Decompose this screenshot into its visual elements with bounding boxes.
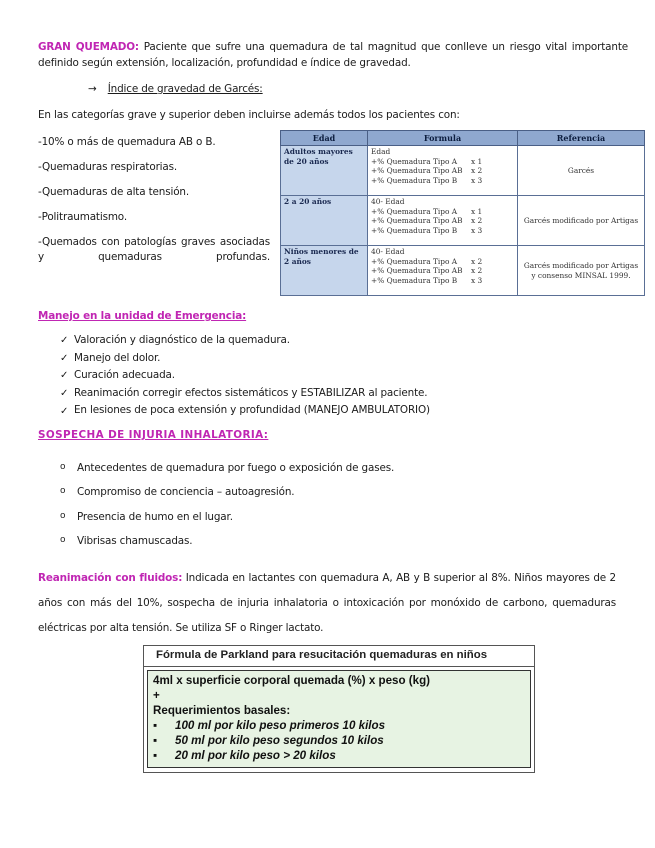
formula-head: 40- Edad [371,197,405,206]
list-item-text: Valoración y diagnóstico de la quemadura. [74,333,290,346]
fluids-label: Reanimación con fluidos: [38,572,183,584]
table-row [281,146,645,196]
list-item [60,461,394,485]
categories-line: En las categorías grave y superior deben incluirse además todos los pacientes con: [38,109,460,121]
formula-multiplier: x 2 [471,256,483,266]
list-item-text: Compromiso de conciencia – autoagresión. [77,486,295,499]
formula-multiplier: x 2 [471,266,483,276]
parkland-item-text: 100 ml por kilo peso primeros 10 kilos [175,719,386,732]
parkland-item [153,718,525,733]
checkmark-icon: ✓ [60,370,69,382]
garces-heading [88,82,263,98]
list-item-text: Presencia de humo en el lugar. [77,510,233,523]
formula-term: +% Quemadura Tipo A [371,156,458,166]
checkmark-icon: ✓ [60,405,69,417]
table-cell-reference: Garcés [518,146,645,196]
table-cell-age: Niños menores de 2 años [281,246,368,296]
fluids-paragraph [38,566,616,642]
list-item [60,367,430,385]
table-row [281,246,645,296]
criteria-item: -Quemaduras respiratorias. [38,161,178,174]
intro-label: GRAN QUEMADO: [38,41,139,53]
list-item-text: Antecedentes de quemadura por fuego o exposición de gases. [77,462,395,474]
list-item [60,385,430,403]
formula-term: +% Quemadura Tipo B [371,225,458,235]
parkland-basal-label: Requerimientos basales: [153,704,291,717]
emergency-heading: Manejo en la unidad de Emergencia: [38,310,247,322]
table-header-age: Edad [281,131,368,146]
parkland-title: Fórmula de Parkland para resucitación quemaduras en niños [144,646,534,667]
list-item [60,485,394,509]
table-row [281,196,645,246]
circle-bullet-icon: o [60,510,66,521]
formula-term: +% Quemadura Tipo AB [371,216,463,226]
parkland-item [153,733,525,748]
garces-heading-text: Índice de gravedad de Garcés: [107,83,263,95]
garces-table [280,130,645,296]
formula-term: +% Quemadura Tipo A [371,206,458,216]
table-header-formula: Formula [368,131,518,146]
list-item [60,350,430,368]
intro-text: Paciente que sufre una quemadura de tal magnitud que conlleve un riesgo vital importante definido según extensión, localización, profundidad e índice de gravedad. [38,41,628,69]
table-header-reference: Referencia [518,131,645,146]
table-cell-formula [368,246,518,296]
parkland-body [147,670,531,768]
table-cell-age: 2 a 20 años [281,196,368,246]
table-cell-reference: Garcés modificado por Artigas [518,196,645,246]
inhalation-heading: SOSPECHA DE INJURIA INHALATORIA: [38,429,269,441]
checkmark-icon: ✓ [60,335,69,347]
circle-bullet-icon: o [60,486,66,497]
square-bullet-icon: ▪ [153,719,158,732]
parkland-item-text: 20 ml por kilo peso > 20 kilos [175,749,336,762]
intro-paragraph [38,40,628,71]
formula-multiplier: x 3 [471,275,483,285]
formula-multiplier: x 2 [471,166,483,176]
formula-multiplier: x 3 [471,225,483,235]
formula-multiplier: x 2 [471,216,483,226]
criteria-item: -10% o más de quemadura AB o B. [38,136,216,148]
square-bullet-icon: ▪ [153,749,158,762]
table-header-row [281,131,645,146]
criteria-item: -Quemaduras de alta tensión. [38,186,190,199]
list-item-text: Manejo del dolor. [74,351,161,364]
formula-term: +% Quemadura Tipo AB [371,166,463,176]
list-item-text: Reanimación corregir efectos sistemáticos y ESTABILIZAR al paciente. [74,386,428,399]
checkmark-icon: ✓ [60,352,69,364]
circle-bullet-icon: o [60,535,66,546]
criteria-item: -Quemados con patologías graves asociadas y quemaduras profundas. [38,236,270,264]
table-cell-age: Adultos mayores de 20 años [281,146,368,196]
list-item [60,534,394,558]
formula-multiplier: x 3 [471,175,483,185]
list-item [60,510,394,534]
checkmark-icon: ✓ [60,388,69,400]
criteria-list [38,135,270,275]
fluids-text: Indicada en lactantes con quemadura A, AB y B superior al 8%. Niños mayores de 2 años con más del 10%, sospecha de injuria inhalatoria o intoxicación por monóxido de carbono, quemaduras eléctricas por alta tensión. Se utiliza SF o Ringer lactato. [38,572,617,635]
formula-term: +% Quemadura Tipo B [371,275,458,285]
formula-head: 40- Edad [371,247,405,256]
formula-multiplier: x 1 [471,156,483,166]
formula-head: Edad [371,147,391,156]
list-item-text: Curación adecuada. [74,369,175,382]
formula-multiplier: x 1 [471,206,483,216]
table-cell-formula [368,146,518,196]
table-cell-formula [368,196,518,246]
list-item [60,402,430,420]
square-bullet-icon: ▪ [153,734,158,747]
list-item-text: En lesiones de poca extensión y profundidad (MANEJO AMBULATORIO) [74,404,430,417]
arrow-right-icon: → [88,83,97,95]
parkland-plus: + [153,689,160,702]
parkland-item [153,748,525,763]
formula-term: +% Quemadura Tipo A [371,256,458,266]
formula-term: +% Quemadura Tipo AB [371,266,463,276]
formula-term: +% Quemadura Tipo B [371,175,458,185]
emergency-list [60,332,430,420]
circle-bullet-icon: o [60,462,66,472]
parkland-item-text: 50 ml por kilo peso segundos 10 kilos [175,734,384,747]
list-item [60,332,430,350]
criteria-item: -Politraumatismo. [38,211,127,224]
table-cell-reference: Garcés modificado por Artigas y consenso MINSAL 1999. [518,246,645,296]
list-item-text: Vibrisas chamuscadas. [77,535,193,548]
inhalation-list [60,461,394,559]
parkland-box [143,645,535,773]
parkland-formula: 4ml x superficie corporal quemada (%) x peso (kg) [153,674,431,687]
